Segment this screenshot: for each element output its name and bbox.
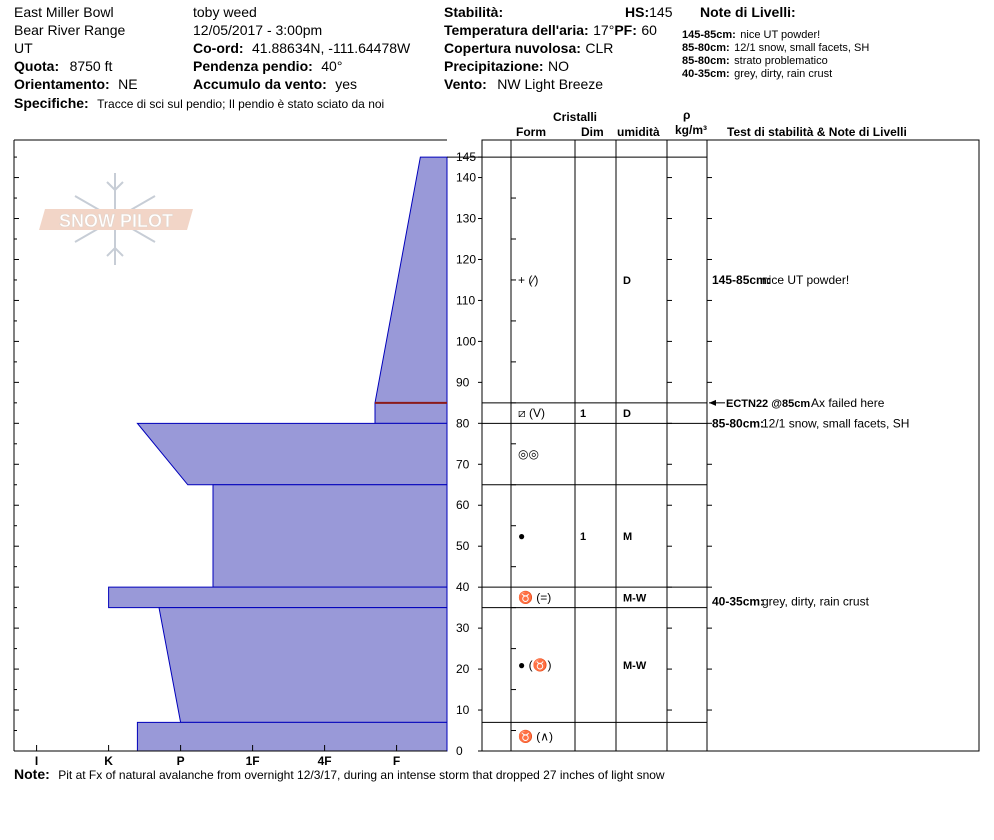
y-tick-label: 0: [456, 744, 463, 758]
layer-note-range: 145-85cm:: [682, 29, 736, 41]
hardness-layer: [159, 608, 447, 723]
layer-note-text: nice UT powder!: [740, 29, 821, 41]
y-tick-label: 140: [456, 170, 477, 185]
layer-annotation-text: grey, dirty, rain crust: [762, 594, 869, 609]
elevation-value: 8750 ft: [69, 58, 113, 74]
grain-form: ◎◎: [518, 447, 539, 462]
range: Bear River Range: [14, 22, 126, 38]
density-header: kg/m³: [675, 123, 708, 137]
foot-pen-value: 60: [641, 22, 657, 38]
state: UT: [14, 40, 33, 56]
moisture-value: D: [623, 407, 631, 420]
snowpilot-logo: [39, 173, 193, 265]
y-tick-label: 130: [456, 211, 477, 226]
grain-form: + (⁄): [518, 272, 539, 287]
y-tick-label: 60: [456, 498, 470, 513]
x-tick-label: P: [176, 754, 185, 768]
y-tick-label: 40: [456, 580, 470, 595]
coordinates-label: Co-ord:: [193, 40, 244, 56]
stability-test-text: Ax failed here: [811, 395, 885, 410]
datetime: 12/05/2017 - 3:00pm: [193, 22, 323, 38]
foot-pen-label: PF:: [614, 22, 637, 38]
precipitation-label: Precipitazione:: [444, 58, 544, 74]
size-header: Dim: [581, 125, 604, 139]
x-tick-label: 4F: [317, 754, 332, 768]
hardness-profile: [14, 140, 482, 768]
y-tick-label: 120: [456, 252, 477, 267]
air-temp-value: 17°: [593, 22, 615, 38]
slope-angle-label: Pendenza pendio:: [193, 58, 313, 74]
y-tick-label: 10: [456, 703, 470, 718]
grain-form: ⧄ (V): [518, 405, 545, 420]
hardness-layer: [137, 722, 447, 751]
grain-form: ♉ (∧): [518, 729, 554, 744]
x-tick-label: 1F: [245, 754, 260, 768]
specifics-label: Specifiche:: [14, 95, 89, 111]
layer-annotation-range: 40-35cm:: [712, 594, 765, 609]
stability-header: Test di stabilità & Note di Livelli: [727, 125, 907, 139]
moisture-value: D: [623, 274, 631, 287]
precipitation-value: NO: [548, 58, 570, 74]
cloud-cover-value: CLR: [585, 40, 614, 56]
y-tick-label: 80: [456, 416, 470, 431]
grain-size: 1: [580, 407, 587, 420]
pit-note: [14, 766, 665, 784]
stability-label: Stabilità:: [444, 4, 504, 20]
pit-note-text: Pit at Fx of natural avalanche from overnight 12/3/17, during an intense storm that dropped 27 inches of light snow: [58, 768, 665, 782]
aspect-value: NE: [118, 76, 138, 92]
wind-value: NW Light Breeze: [497, 76, 604, 92]
layer-notes-title: Note di Livelli:: [700, 4, 796, 20]
rho-header: ρ: [683, 108, 691, 122]
grain-form: ♉ (=): [518, 590, 552, 605]
layer-table: [482, 140, 979, 751]
air-temp-label: Temperatura dell'aria:: [444, 22, 589, 38]
x-tick-label: K: [104, 754, 113, 768]
test-arrow-icon: [709, 400, 716, 406]
grain-size: 1: [580, 530, 587, 543]
snow-height-label: HS:: [625, 4, 650, 20]
y-tick-label: 100: [456, 334, 477, 349]
snow-height-value: 145: [649, 4, 673, 20]
coordinates-value: 41.88634N, -111.64478W: [252, 40, 411, 56]
y-tick-label: 70: [456, 457, 470, 472]
layer-annotation-text: 12/1 snow, small facets, SH: [762, 416, 910, 431]
wind-loading-label: Accumulo da vento:: [193, 76, 327, 92]
y-tick-label: 90: [456, 375, 470, 390]
hardness-layer: [375, 157, 447, 403]
logo-text: SNOW PILOT: [59, 211, 173, 231]
slope-angle-value: 40°: [321, 58, 343, 74]
moisture-value: M-W: [623, 592, 647, 605]
grain-form: ●: [518, 528, 526, 543]
layer-note-range: 85-80cm:: [682, 42, 730, 54]
observer: toby weed: [193, 4, 257, 20]
x-tick-label: I: [34, 754, 39, 768]
layer-note-text: strato problematico: [734, 55, 828, 67]
wind-loading-value: yes: [335, 76, 358, 92]
y-tick-label: 20: [456, 662, 470, 677]
hardness-layer: [375, 403, 447, 423]
location: East Miller Bowl: [14, 4, 114, 20]
layer-note-text: grey, dirty, rain crust: [734, 68, 833, 80]
y-tick-label: 145: [456, 150, 477, 165]
layer-note-range: 85-80cm:: [682, 55, 730, 67]
layer-annotation-text: nice UT powder!: [762, 272, 850, 287]
form-header: Form: [516, 125, 546, 139]
layer-annotation-range: 145-85cm:: [712, 272, 771, 287]
y-tick-label: 50: [456, 539, 470, 554]
moisture-header: umidità: [617, 125, 660, 139]
wind-label: Vento:: [444, 76, 487, 92]
pit-note-label: Note:: [14, 766, 50, 782]
x-tick-label: F: [392, 754, 401, 768]
layer-note-text: 12/1 snow, small facets, SH: [734, 42, 870, 54]
y-tick-label: 30: [456, 621, 470, 636]
hardness-layer: [109, 587, 447, 607]
layer-annotation-range: 85-80cm:: [712, 416, 765, 431]
crystals-header: Cristalli: [553, 110, 598, 124]
layer-note-range: 40-35cm:: [682, 68, 730, 80]
specifics-value: Tracce di sci sul pendio; Il pendio è stato sciato da noi: [97, 97, 385, 111]
moisture-value: M: [623, 530, 633, 543]
table-frame: [482, 140, 979, 751]
stability-test-label: ECTN22 @85cm: [726, 397, 811, 410]
aspect-label: Orientamento:: [14, 76, 110, 92]
hardness-layer: [137, 423, 447, 484]
moisture-value: M-W: [623, 659, 647, 672]
elevation-label: Quota:: [14, 58, 60, 74]
y-tick-label: 110: [456, 293, 476, 308]
grain-form: ● (♉): [518, 657, 552, 672]
cloud-cover-label: Copertura nuvolosa:: [444, 40, 581, 56]
hardness-layer: [213, 485, 447, 587]
